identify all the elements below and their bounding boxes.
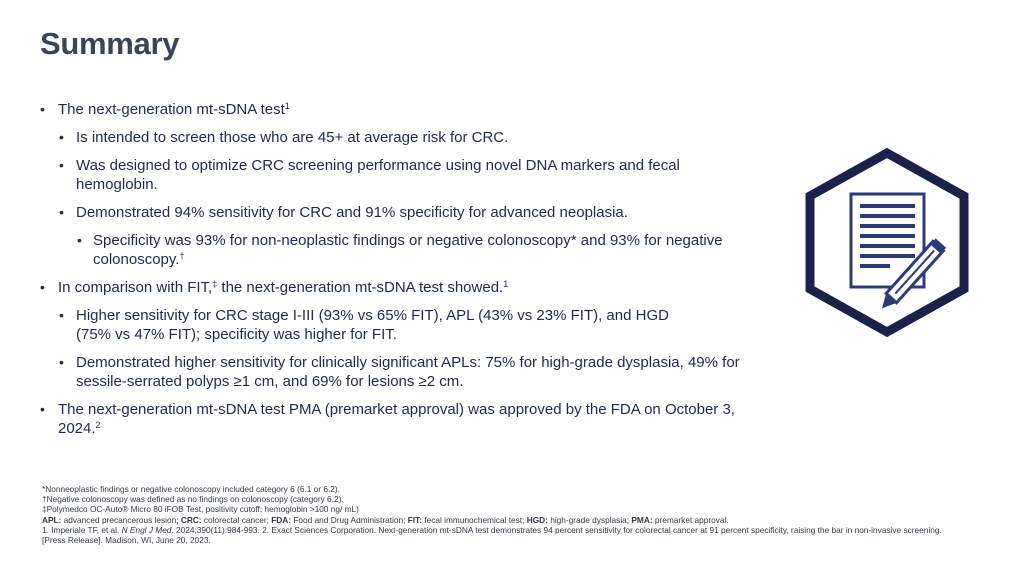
footnote-references (42, 525, 1002, 535)
footnotes (42, 484, 1002, 545)
summary-bullet-list (40, 100, 740, 447)
abbr-def: premarket approval. (652, 514, 729, 525)
bullet-text: the next-generation mt-sDNA test showed. (217, 279, 504, 296)
footnote-polymedco: ‡Polymedco OC-Auto® Micro 80 iFOB Test, positivity cutoff: hemoglobin >100 ng/ mL) (42, 504, 359, 515)
abbr-term: FIT: (407, 514, 423, 525)
reference-1-journal: N Engl J Med (121, 524, 172, 535)
reference-sup: 2 (95, 420, 101, 430)
bullet-specificity-93 (76, 231, 740, 269)
bullet-comparison-fit (40, 278, 740, 297)
bullet-text-line1: Higher sensitivity for CRC stage I-III (93% vs 65% FIT), APL (43% vs 23% FIT), and HGD (76, 307, 669, 324)
bullet-designed-optimize (58, 156, 740, 194)
bullet-mt-sdna-test (40, 100, 740, 119)
page-title: Summary (40, 26, 180, 61)
abbr-def: Food and Drug Administration; (291, 514, 408, 525)
bullet-text: In comparison with FIT, (58, 279, 213, 296)
bullet-clinically-significant (58, 353, 740, 391)
bullet-text: Demonstrated 94% sensitivity for CRC and 91% specificity for advanced neoplasia. (76, 204, 628, 221)
reference-1-authors: 1. Imperiale TF, et al. (42, 524, 122, 535)
footnote-negative-colonoscopy: †Negative colonoscopy was defined as no findings on colonoscopy (category 6.2). (42, 494, 344, 505)
footnote-press-release: [Press Release]. Madison, WI, June 20, 2023. (42, 535, 211, 546)
abbr-term: HGD: (526, 514, 548, 525)
abbr-term: FDA: (271, 514, 292, 525)
bullet-text: The next-generation mt-sDNA test (58, 101, 285, 118)
bullet-text-line2: (75% vs 47% FIT); specificity was higher for FIT. (76, 326, 397, 343)
bullet-pma-approved (40, 400, 740, 438)
reference-sup: 1 (284, 101, 290, 111)
abbr-def: advanced precancerous lesion; (61, 514, 181, 525)
abbr-term: APL: (42, 514, 62, 525)
bullet-text: Specificity was 93% for non-neoplastic findings or negative colonoscopy* and 93% for negative colonoscopy. (93, 232, 723, 268)
reference-sup: † (179, 251, 185, 261)
abbr-term: CRC: (180, 514, 202, 525)
reference-1-details: . 2024;390(11):984-993. 2. Exact Sciences Corporation. Next-generation mt-sDNA test demonstrates 94 percent sensitivity for colorectal cancer at 91 percent specificity, raising the bar in non-invasive screening. (171, 524, 942, 535)
abbr-term: PMA: (631, 514, 653, 525)
abbr-def: high-grade dysplasia; (547, 514, 632, 525)
document-pencil-icon (800, 144, 974, 340)
abbr-def: fecal immunochemical test; (422, 514, 527, 525)
bullet-text: Was designed to optimize CRC screening performance using novel DNA markers and fecal hemoglobin. (76, 157, 680, 193)
bullet-screen-45 (58, 128, 740, 147)
reference-sup: 1 (503, 279, 509, 289)
bullet-text: Is intended to screen those who are 45+ at average risk for CRC. (76, 129, 509, 146)
bullet-sensitivity-94 (58, 203, 740, 222)
bullet-text: Demonstrated higher sensitivity for clinically significant APLs: 75% for high-grade dysplasia, 49% for sessile-serrated polyps ≥1 cm, and 69% for lesions ≥2 cm. (76, 354, 740, 390)
footnote-abbreviations (42, 515, 1002, 525)
footnote-nonneoplastic: *Nonneoplastic findings or negative colonoscopy included category 6 (6.1 or 6.2). (42, 484, 340, 494)
abbr-def: colorectal cancer; (201, 514, 272, 525)
bullet-text: The next-generation mt-sDNA test PMA (premarket approval) was approved by the FDA on October 3, 2024. (58, 401, 735, 437)
reference-sup: ‡ (212, 279, 218, 289)
bullet-higher-sensitivity (58, 306, 740, 344)
